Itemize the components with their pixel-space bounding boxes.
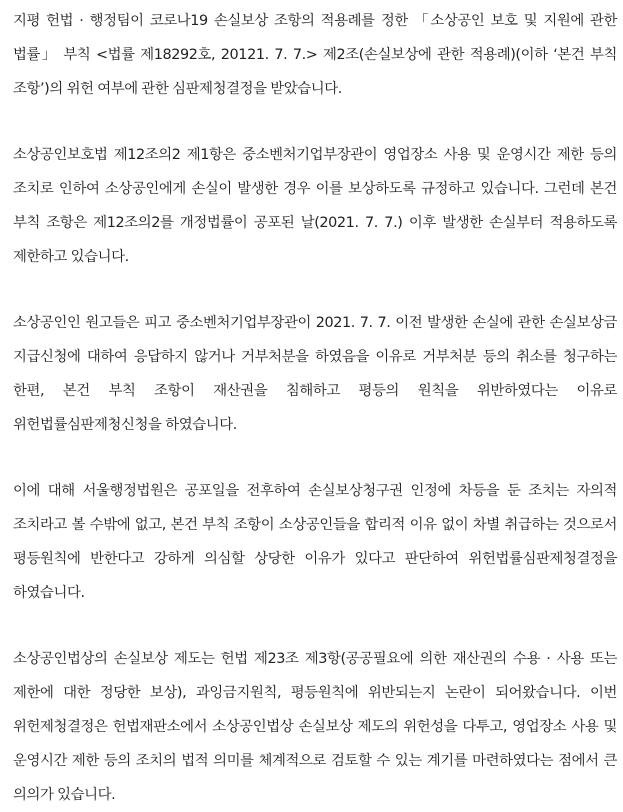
- paragraph-statute-background: 소상공인보호법 제12조의2 제1항은 중소벤처기업부장관이 영업장소 사용 및 운영시간 제한 등의 조치로 인하여 소상공인에게 손실이 발생한 경우 이를 보상하도록 규정하고 있습니다. 그런데 본건 부칙 조항은 제12조의2를 개정법률이 공포된 날(2021. 7. 7.) 이후 발생한 손실부터 적용하도록 제한하고 있습니다.: [13, 147, 617, 265]
- paragraph-court-decision: 이에 대해 서울행정법원은 공포일을 전후하여 손실보상청구권 인정에 차등을 둔 조치는 자의적 조치라고 볼 수밖에 없고, 본건 부칙 조항이 소상공인들을 합리적 이유 없이 차별 취급하는 것으로서 평등원칙에 반한다고 강하게 의심할 상당한 이유가 있다고 판단하여 위헌법률심판제청결정을 하였습니다.: [13, 483, 617, 601]
- paragraph-plaintiff-claims: 소상공인인 원고들은 피고 중소벤처기업부장관이 2021. 7. 7. 이전 발생한 손실에 관한 손실보상금 지급신청에 대하여 응답하지 않거나 거부처분을 하였음을 이유로 거부처분 등의 취소를 청구하는 한편, 본건 부칙 조항이 재산권을 침해하고 평등의 원칙을 위반하였다는 이유로 위헌법률심판제청신청을 하였습니다.: [13, 315, 617, 433]
- paragraph-significance: 소상공인법상의 손실보상 제도는 헌법 제23조 제3항(공공필요에 의한 재산권의 수용 · 사용 또는 제한에 대한 정당한 보상), 과잉금지원칙, 평등원칙에 위반되는지 논란이 되어왔습니다. 이번 위헌제청결정은 헌법재판소에서 소상공인법상 손실보상 제도의 위헌성을 다투고, 영업장소 사용 및 운영시간 제한 등의 조치의 법적 의미를 체계적으로 검토할 수 있는 계기를 마련하였다는 점에서 큰 의의가 있습니다.: [13, 651, 617, 803]
- document-body: [0, 4, 623, 812]
- paragraph-announcement: 지평 헌법 · 행정팀이 코로나19 손실보상 조항의 적용례를 정한 「소상공인 보호 및 지원에 관한 법률」 부칙 <법률 제18292호, 20121. 7. 7.> 제2조(손실보상에 관한 적용례)(이하 ‘본건 부칙 조항’)의 위헌 여부에 관한 심판제청결정을 받았습니다.: [13, 13, 617, 97]
